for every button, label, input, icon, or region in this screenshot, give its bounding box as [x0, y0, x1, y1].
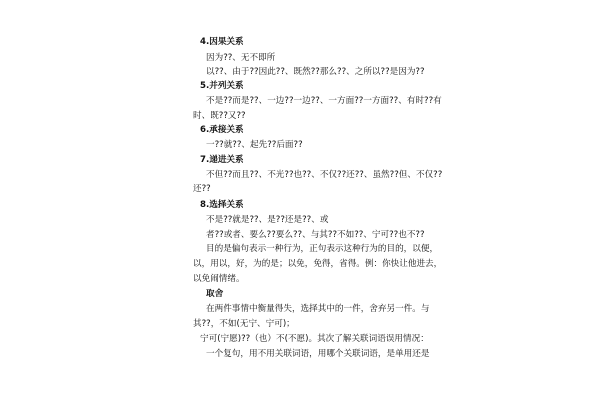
text-line: 在两件事情中衡量得失，选择其中的一件，舍弃另一件。与	[206, 304, 430, 314]
heading-causal: 4.因果关系	[200, 37, 244, 47]
text-line: 不是??而是??、一边??一边??、一方面??一方面??、有时??有	[206, 96, 442, 106]
text-line: 还??	[193, 184, 211, 194]
text-line: 一个复句，用不用关联词语，用哪个关联词语，是单用还是	[206, 349, 430, 359]
text-line: 以免闹情绪。	[193, 274, 245, 284]
text-line: 以，用以，好，为的是；以免，免得，省得。例：你快让他进去，	[193, 259, 443, 269]
text-line: 目的是偏句表示一种行为，正句表示这种行为的目的，以便，	[206, 244, 439, 254]
text-line: 不是??就是??、是??还是??、或	[206, 215, 329, 225]
heading-choice: 8.选择关系	[200, 200, 244, 210]
text-line: 以??、由于??因此??、既然??那么??、之所以??是因为??	[206, 67, 425, 77]
heading-parallel: 5.并列关系	[200, 81, 244, 91]
text-line: 因为??、无不即所	[206, 53, 276, 63]
text-line: 时、既??又??	[193, 111, 246, 121]
heading-progressive: 7.递进关系	[200, 155, 244, 165]
text-line: 不但??而且??、不光??也??、不仅??还??、虽然??但、不仅??	[206, 170, 443, 180]
heading-succession: 6.承接关系	[200, 125, 244, 135]
text-line: 一??就??、起先??后面??	[206, 140, 303, 150]
heading-trade-off: 取舍	[206, 289, 224, 299]
text-line: 者??或者、要么??要么??、与其??不如??、宁可??也不??	[206, 230, 425, 240]
text-line: 宁可(宁愿)??（也）不(不愿)。其次了解关联词语误用情况：	[200, 334, 429, 344]
text-line: 其??，不如(无宁、宁可)；	[193, 319, 295, 329]
